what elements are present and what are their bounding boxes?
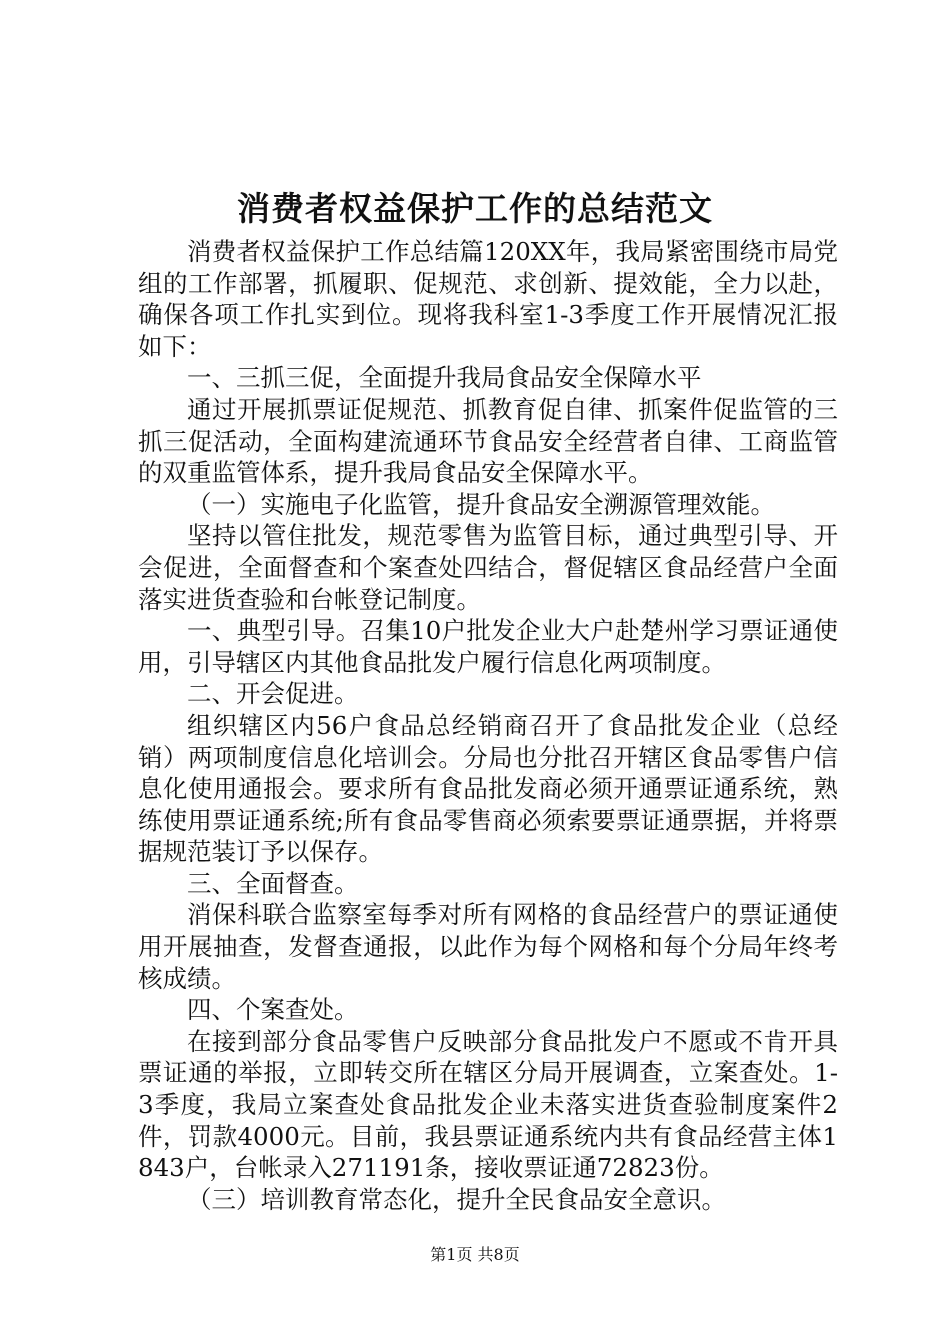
paragraph-intro: 消费者权益保护工作总结篇120XX年，我局紧密围绕市局党组的工作部署，抓履职、促规范、求创新、提效能，全力以赴，确保各项工作扎实到位。现将我科室1-3季度工作开展情况汇报如下：	[138, 237, 838, 361]
paragraph: 消保科联合监察室每季对所有网格的食品经营户的票证通使用开展抽查，发督查通报，以此作为每个网格和每个分局年终考核成绩。	[138, 900, 838, 993]
subsection-heading: （一）实施电子化监管，提升食品安全溯源管理效能。	[187, 489, 775, 519]
subsection-heading: （三）培训教育常态化，提升全民食品安全意识。	[187, 1184, 726, 1214]
section-heading: 一、三抓三促，全面提升我局食品安全保障水平	[187, 363, 702, 393]
document-body	[138, 236, 838, 1215]
document-title: 消费者权益保护工作的总结范文	[237, 189, 713, 228]
paragraph: 坚持以管住批发，规范零售为监管目标，通过典型引导、开会促进，全面督查和个案查处四结合，督促辖区食品经营户全面落实进货查验和台帐登记制度。	[138, 521, 838, 614]
item-heading: 二、开会促进。	[187, 679, 359, 709]
paragraph: 在接到部分食品零售户反映部分食品批发户不愿或不肯开具票证通的举报，立即转交所在辖区分局开展调查，立案查处。1-3季度，我局立案查处食品批发企业未落实进货查验制度案件2件，罚款4000元。目前，我县票证通系统内共有食品经营主体1843户，台帐录入271191条，接收票证通72823份。	[138, 1026, 838, 1183]
paragraph: 一、典型引导。召集10户批发企业大户赴楚州学习票证通使用，引导辖区内其他食品批发户履行信息化两项制度。	[138, 616, 838, 677]
item-heading: 四、个案查处。	[187, 995, 359, 1025]
paragraph: 通过开展抓票证促规范、抓教育促自律、抓案件促监管的三抓三促活动，全面构建流通环节食品安全经营者自律、工商监管的双重监管体系，提升我局食品安全保障水平。	[138, 394, 838, 488]
item-heading: 三、全面督查。	[187, 868, 359, 898]
paragraph: 组织辖区内56户食品总经销商召开了食品批发企业（总经销）两项制度信息化培训会。分局也分批召开辖区食品零售户信息化使用通报会。要求所有食品批发商必须开通票证通系统，熟练使用票证通系统;所有食品零售商必须索要票证通票据，并将票据规范装订予以保存。	[138, 710, 838, 867]
page-footer: 第1页 共8页	[430, 1245, 520, 1264]
